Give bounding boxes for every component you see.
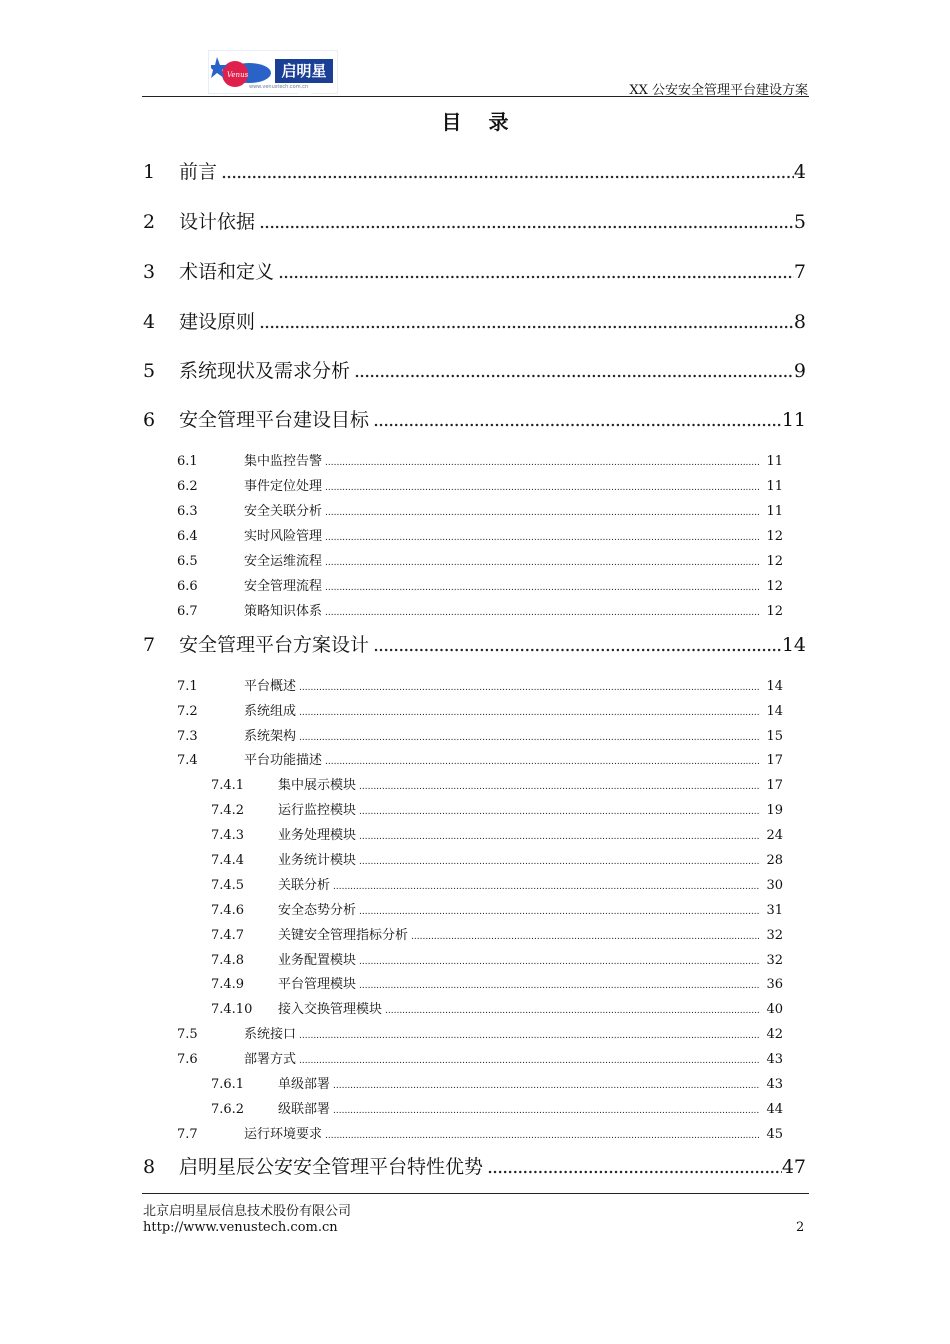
toc-leader-dots	[299, 1051, 759, 1071]
toc-entry-number: 7.4.1	[211, 778, 245, 793]
toc-leader-dots	[299, 703, 759, 723]
company-logo	[208, 50, 338, 104]
toc-entry-title: 建设原则	[179, 311, 256, 333]
toc-leader-dots	[373, 631, 782, 659]
toc-entry[interactable]	[211, 901, 783, 921]
toc-entry-number: 7.4.5	[211, 878, 245, 893]
toc-entry[interactable]	[143, 406, 806, 434]
toc-entry-number: 6.4	[177, 529, 198, 544]
toc-entry-title: 业务统计模块	[278, 853, 357, 868]
toc-entry-title: 平台功能描述	[244, 753, 323, 768]
toc-entry-title: 系统架构	[244, 729, 297, 744]
toc-entry[interactable]	[143, 631, 806, 659]
toc-entry-page: 45	[766, 1127, 783, 1142]
toc-entry-title: 设计依据	[179, 211, 256, 233]
toc-entry-title: 部署方式	[244, 1052, 297, 1067]
toc-entry[interactable]	[211, 826, 783, 846]
toc-entry-number: 6.5	[177, 554, 198, 569]
toc-entry-page: 17	[766, 753, 783, 768]
toc-entry-number: 7.4.10	[211, 1002, 253, 1017]
toc-leader-dots	[278, 258, 794, 286]
toc-entry-page: 40	[766, 1002, 783, 1017]
toc-entry-title: 事件定位处理	[244, 479, 323, 494]
toc-entry[interactable]	[177, 502, 783, 522]
toc-entry[interactable]	[177, 602, 783, 622]
toc-leader-dots	[354, 357, 794, 385]
document-header-title: XX 公安安全管理平台建设方案	[629, 83, 808, 98]
toc-entry-page: 36	[766, 977, 783, 992]
toc-entry-page: 42	[766, 1027, 783, 1042]
toc-entry-page: 15	[766, 729, 783, 744]
toc-entry-title: 安全态势分析	[278, 903, 357, 918]
toc-entry-page: 14	[781, 634, 806, 656]
toc-entry-title: 前言	[179, 161, 218, 183]
toc-entry-number: 6.3	[177, 504, 198, 519]
toc-entry[interactable]	[177, 1050, 783, 1070]
toc-entry-page: 32	[766, 928, 783, 943]
toc-leader-dots	[299, 678, 759, 698]
toc-entry-title: 单级部署	[278, 1077, 331, 1092]
toc-entry[interactable]	[143, 158, 806, 186]
toc-leader-dots	[359, 952, 759, 972]
toc-leader-dots	[299, 1026, 759, 1046]
toc-entry-title: 运行监控模块	[278, 803, 357, 818]
toc-entry-number: 6.1	[177, 454, 198, 469]
toc-entry-page: 11	[766, 479, 783, 494]
toc-entry[interactable]	[143, 1153, 806, 1181]
toc-entry[interactable]	[177, 1125, 783, 1145]
toc-entry[interactable]	[211, 801, 783, 821]
toc-entry-number: 6.2	[177, 479, 198, 494]
toc-entry-number: 4	[143, 311, 156, 333]
toc-entry[interactable]	[177, 477, 783, 497]
toc-entry-number: 7.4	[177, 753, 198, 768]
toc-leader-dots	[333, 1101, 759, 1121]
toc-leader-dots	[333, 1076, 759, 1096]
toc-entry[interactable]	[143, 208, 806, 236]
toc-entry-title: 系统接口	[244, 1027, 297, 1042]
toc-leader-dots	[259, 208, 794, 236]
toc-entry-title: 安全管理平台建设目标	[179, 409, 370, 431]
toc-entry-page: 47	[781, 1156, 806, 1178]
toc-entry[interactable]	[211, 926, 783, 946]
toc-entry-page: 32	[766, 953, 783, 968]
toc-entry-number: 7.5	[177, 1027, 198, 1042]
toc-entry-number: 7.2	[177, 704, 198, 719]
toc-leader-dots	[325, 453, 759, 473]
toc-entry[interactable]	[211, 851, 783, 871]
toc-entry-number: 6.6	[177, 579, 198, 594]
toc-entry[interactable]	[143, 258, 806, 286]
toc-entry-page: 24	[766, 828, 783, 843]
toc-entry-number: 6.7	[177, 604, 198, 619]
toc-entry[interactable]	[211, 975, 783, 995]
toc-entry[interactable]	[211, 951, 783, 971]
toc-entry-title: 安全运维流程	[244, 554, 323, 569]
toc-entry-title: 系统现状及需求分析	[179, 360, 351, 382]
logo-url-text: www.venustech.com.cn	[249, 84, 309, 90]
toc-leader-dots	[325, 752, 759, 772]
toc-entry-page: 30	[766, 878, 783, 893]
toc-entry-number: 7.4.7	[211, 928, 245, 943]
toc-entry[interactable]	[211, 776, 783, 796]
toc-entry-title: 启明星辰公安安全管理平台特性优势	[179, 1156, 484, 1178]
toc-entry-number: 7.6.2	[211, 1102, 245, 1117]
toc-entry-title: 安全管理平台方案设计	[179, 634, 370, 656]
toc-entry-page: 12	[766, 604, 783, 619]
toc-entry-number: 3	[143, 261, 156, 283]
toc-entry[interactable]	[177, 452, 783, 472]
toc-entry-title: 实时风险管理	[244, 529, 323, 544]
logo-brand-text: 启明星辰	[275, 59, 333, 83]
toc-leader-dots	[487, 1153, 782, 1181]
toc-entry-page: 7	[793, 261, 806, 283]
toc-entry[interactable]	[177, 751, 783, 771]
toc-entry-title: 平台管理模块	[278, 977, 357, 992]
toc-leader-dots	[359, 852, 759, 872]
toc-entry-title: 安全管理流程	[244, 579, 323, 594]
toc-entry-title: 业务配置模块	[278, 953, 357, 968]
toc-leader-dots	[411, 927, 759, 947]
toc-leader-dots	[359, 777, 759, 797]
toc-entry-page: 4	[793, 161, 806, 183]
toc-entry-title: 级联部署	[278, 1102, 331, 1117]
toc-leader-dots	[333, 877, 759, 897]
toc-entry-number: 7.6.1	[211, 1077, 245, 1092]
toc-entry-title: 运行环境要求	[244, 1127, 323, 1142]
toc-entry-number: 7.7	[177, 1127, 198, 1142]
toc-entry-page: 19	[766, 803, 783, 818]
toc-entry[interactable]	[177, 577, 783, 597]
toc-entry[interactable]	[143, 308, 806, 336]
toc-entry-title: 接入交换管理模块	[278, 1002, 383, 1017]
header-divider	[142, 96, 809, 97]
toc-entry[interactable]	[143, 357, 806, 385]
toc-leader-dots	[325, 603, 759, 623]
toc-entry-number: 7.4.4	[211, 853, 245, 868]
toc-entry-number: 7.4.9	[211, 977, 245, 992]
toc-leader-dots	[359, 902, 759, 922]
toc-entry-page: 11	[766, 504, 783, 519]
svg-text:Venus: Venus	[227, 71, 249, 79]
toc-entry-title: 平台概述	[244, 679, 297, 694]
toc-entry-page: 17	[766, 778, 783, 793]
toc-entry-number: 6	[143, 409, 156, 431]
toc-leader-dots	[359, 976, 759, 996]
toc-entry-number: 7.4.6	[211, 903, 245, 918]
toc-leader-dots	[325, 478, 759, 498]
toc-entry-title: 系统组成	[244, 704, 297, 719]
toc-leader-dots	[325, 1126, 759, 1146]
toc-entry[interactable]	[177, 727, 783, 747]
footer-url: http://www.venustech.com.cn	[143, 1220, 338, 1235]
toc-entry-page: 43	[766, 1052, 783, 1067]
toc-leader-dots	[221, 158, 794, 186]
toc-entry-page: 28	[766, 853, 783, 868]
toc-entry-title: 业务处理模块	[278, 828, 357, 843]
toc-entry[interactable]	[211, 1000, 783, 1020]
toc-entry-page: 14	[766, 704, 783, 719]
toc-entry[interactable]	[177, 552, 783, 572]
toc-entry[interactable]	[211, 1100, 783, 1120]
toc-entry-page: 43	[766, 1077, 783, 1092]
toc-heading: 目 录	[441, 110, 519, 134]
toc-leader-dots	[359, 802, 759, 822]
toc-entry-number: 8	[143, 1156, 156, 1178]
toc-entry-title: 关键安全管理指标分析	[278, 928, 409, 943]
toc-entry-title: 集中监控告警	[244, 454, 323, 469]
toc-entry-number: 7.3	[177, 729, 198, 744]
toc-entry-title: 集中展示模块	[278, 778, 357, 793]
toc-leader-dots	[385, 1001, 759, 1021]
toc-leader-dots	[373, 406, 782, 434]
toc-entry-page: 11	[766, 454, 783, 469]
toc-entry-page: 44	[766, 1102, 783, 1117]
toc-entry-page: 12	[766, 579, 783, 594]
toc-entry-number: 7.4.2	[211, 803, 245, 818]
toc-entry-page: 12	[766, 554, 783, 569]
toc-entry[interactable]	[177, 677, 783, 697]
toc-entry-number: 5	[143, 360, 156, 382]
toc-entry-page: 5	[793, 211, 806, 233]
toc-leader-dots	[359, 827, 759, 847]
toc-leader-dots	[325, 528, 759, 548]
toc-entry-title: 安全关联分析	[244, 504, 323, 519]
toc-entry-title: 策略知识体系	[244, 604, 323, 619]
toc-entry-page: 11	[781, 409, 806, 431]
toc-entry-page: 12	[766, 529, 783, 544]
toc-leader-dots	[259, 308, 794, 336]
toc-entry-title: 术语和定义	[179, 261, 275, 283]
toc-leader-dots	[299, 728, 759, 748]
toc-entry-number: 7.4.3	[211, 828, 245, 843]
toc-leader-dots	[325, 503, 759, 523]
footer-divider	[142, 1193, 809, 1194]
toc-entry-page: 31	[766, 903, 783, 918]
toc-leader-dots	[325, 553, 759, 573]
toc-entry-number: 7.1	[177, 679, 198, 694]
toc-entry[interactable]	[177, 1025, 783, 1045]
toc-entry-number: 1	[143, 161, 156, 183]
footer-page-number: 2	[796, 1220, 805, 1235]
toc-entry-title: 关联分析	[278, 878, 331, 893]
toc-entry-page: 14	[766, 679, 783, 694]
toc-entry-number: 7.6	[177, 1052, 198, 1067]
toc-leader-dots	[325, 578, 759, 598]
toc-entry-number: 2	[143, 211, 156, 233]
toc-entry[interactable]	[211, 876, 783, 896]
toc-entry-page: 9	[793, 360, 806, 382]
toc-entry[interactable]	[211, 1075, 783, 1095]
toc-entry[interactable]	[177, 702, 783, 722]
toc-entry-page: 8	[793, 311, 806, 333]
toc-entry[interactable]	[177, 527, 783, 547]
toc-entry-number: 7.4.8	[211, 953, 245, 968]
footer-company-name: 北京启明星辰信息技术股份有限公司	[143, 1204, 352, 1219]
toc-entry-number: 7	[143, 634, 156, 656]
